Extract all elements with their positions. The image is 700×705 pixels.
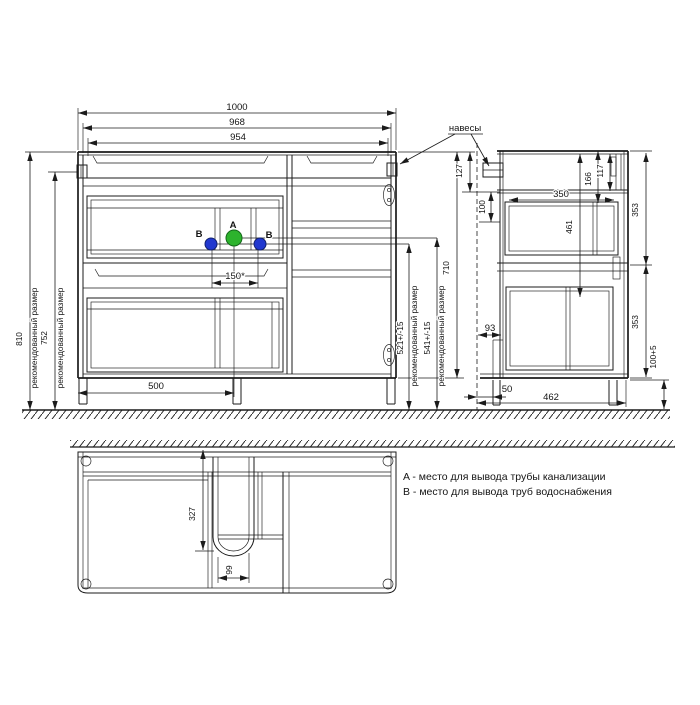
door-hinge-bottom (384, 345, 395, 366)
marker-b-right-label: B (265, 230, 273, 241)
foot-back-left (81, 456, 91, 466)
dim-height-b-note: рекомендованный размер (409, 285, 419, 387)
dim-back-gap: 93 (484, 323, 496, 334)
dim-upper-height: 461 (564, 220, 574, 234)
foot-front-left (81, 579, 91, 589)
hangers-label: навесы (448, 123, 482, 134)
dim-height-body: 710 (441, 261, 451, 275)
legend (403, 471, 612, 498)
dim-width-inner: 954 (230, 132, 246, 143)
dim-height-total-note: рекомендованный размер (29, 287, 39, 389)
dim-section-bottom: 353 (630, 315, 640, 329)
dim-height-b: 521+/-15 (395, 321, 405, 355)
dim-section-top: 353 (630, 203, 640, 217)
dim-height-hanger: 752 (39, 331, 49, 345)
dim-drawer-depth: 350 (553, 189, 569, 200)
dim-leg-height: 100+5 (648, 345, 658, 369)
dim-height-hanger-note: рекомендованный размер (55, 287, 65, 389)
legend-line-b: B - место для вывода труб водоснабжения (403, 486, 612, 498)
dim-front-top-outer: 166 (583, 172, 593, 186)
dim-front-top-inner: 117 (595, 164, 605, 178)
ground-hatch (22, 410, 670, 419)
siphon-cutout-inner (218, 457, 249, 551)
dim-b-spacing: 150* (225, 271, 245, 282)
dim-drain-depth: 327 (187, 507, 197, 521)
foot-front-right (383, 579, 393, 589)
dim-hanger-offset: 100 (477, 200, 487, 214)
wall-hatch (70, 440, 675, 447)
dim-height-a-note: рекомендованный размер (436, 285, 446, 387)
dim-height-total: 810 (14, 332, 24, 346)
side-view (477, 143, 628, 410)
dim-drain-offset: 500 (148, 381, 164, 392)
dim-depth-total: 462 (543, 392, 559, 403)
dim-drain-width: 99 (224, 565, 234, 575)
dim-width-total: 1000 (226, 102, 248, 113)
dim-wall-to-leg: 50 (501, 384, 513, 395)
handle-groove-top-right (307, 156, 377, 163)
front-view (77, 152, 437, 404)
marker-b-left (205, 238, 217, 250)
door-hinge-top (384, 185, 395, 206)
foot-back-right (383, 456, 393, 466)
marker-a-label: A (229, 220, 237, 231)
handle-groove-top-left (93, 156, 268, 163)
marker-b-left-label: B (195, 229, 203, 240)
legend-line-a: A - место для вывода трубы канализации (403, 471, 606, 483)
dim-width-body: 968 (229, 117, 245, 128)
marker-a (226, 230, 242, 246)
dim-top-section: 127 (454, 164, 464, 178)
marker-b-right (254, 238, 266, 250)
front-legs (79, 378, 395, 404)
dim-height-a: 541+/-15 (422, 321, 432, 355)
hangers-callout (400, 123, 489, 166)
bottom-view (78, 452, 396, 593)
